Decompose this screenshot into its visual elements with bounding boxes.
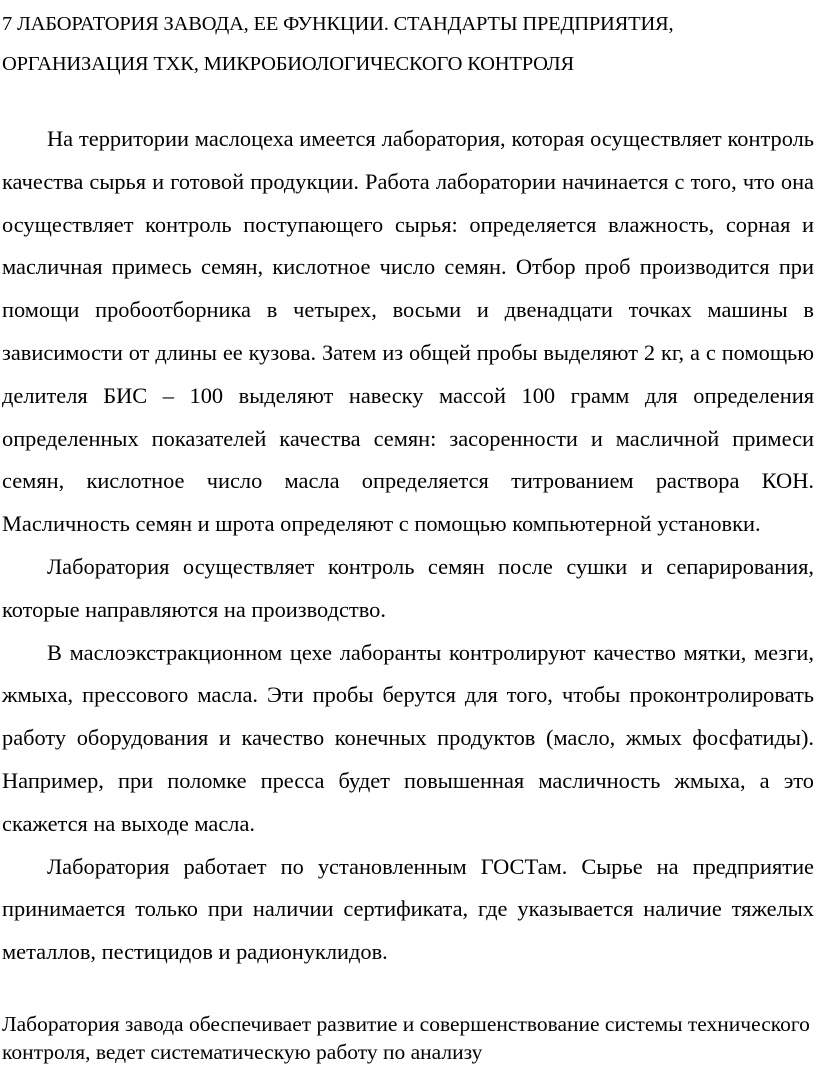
paragraph-technical-control: Лаборатория завода обеспечивает развитие и совершенствование системы технического контроля, ведет систематическую работу по анализу xyxy=(2,1012,810,1064)
paragraph-gost-standards: Лаборатория работает по установленным ГОСТам. Сырье на предприятие принимается только при наличии сертификата, где указывается наличие тяжелых металлов, пестицидов и радионуклидов. xyxy=(2,853,814,965)
paragraph-extraction-workshop: В маслоэкстракционном цехе лаборанты контролируют качество мятки, мезги, жмыха, прессового масла. Эти пробы берутся для того, чтобы проконтролировать работу оборудования и качество конечных продуктов (масло, жмых фосфатиды). Например, при поломке пресса будет повышенная масличность жмыха, а это скажется на выходе масла. xyxy=(2,639,814,836)
paragraph-laboratory-overview: На территории маслоцеха имеется лаборатория, которая осуществляет контроль качества сырья и готовой продукции. Работа лаборатории начинается с того, что она осуществляет контроль поступающего сырья: определяется влажность, сорная и масличная примесь семян, кислотное число семян. Отбор проб производится при помощи пробоотборника в четырех, восьми и двенадцати точках машины в зависимости от длины ее кузова. Затем из общей пробы выделяют 2 кг, а с помощью делителя БИС – 100 выделяют навеску массой 100 грамм для определения определенных показателей качества семян: засоренности и масличной примеси семян, кислотное число масла определяется титрованием раствора КОН. Масличность семян и шрота определяют с помощью компьютерной установки. xyxy=(2,126,814,537)
tail-text xyxy=(2,1010,814,1066)
paragraph-seed-control: Лаборатория осуществляет контроль семян после сушки и сепарирования, которые направляются на производство. xyxy=(2,553,814,622)
section-heading: 7 ЛАБОРАТОРИЯ ЗАВОДА, ЕЕ ФУНКЦИИ. СТАНДАРТЫ ПРЕДПРИЯТИЯ, ОРГАНИЗАЦИЯ ТХК, МИКРОБИОЛОГИЧЕСКОГО КОНТРОЛЯ xyxy=(2,13,674,75)
body-text xyxy=(2,118,814,974)
